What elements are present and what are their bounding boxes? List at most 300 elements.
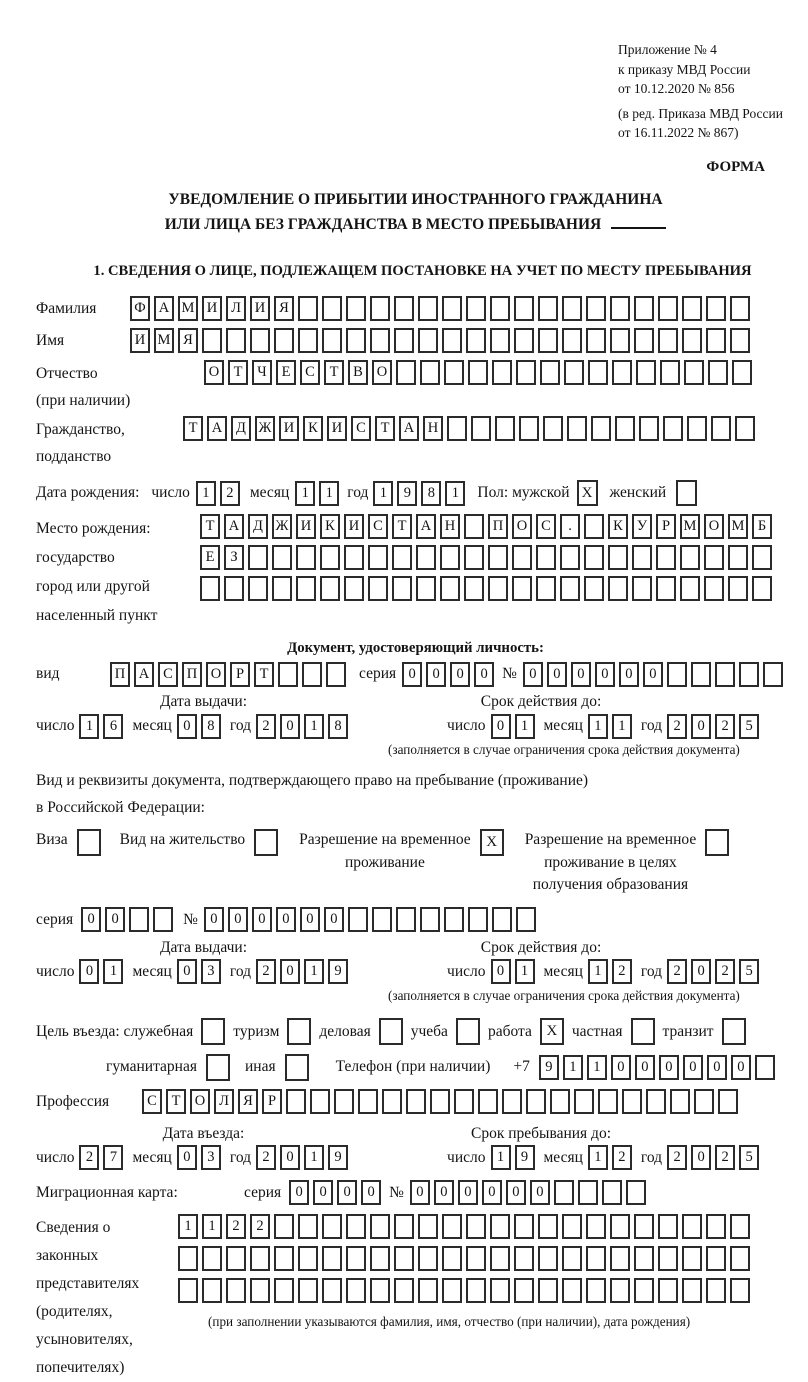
char-box[interactable]: 1: [202, 1214, 222, 1239]
char-box[interactable]: Т: [166, 1089, 186, 1114]
char-box[interactable]: [636, 360, 656, 385]
char-box[interactable]: 0: [337, 1180, 357, 1205]
char-box[interactable]: Т: [254, 662, 274, 687]
char-box[interactable]: 0: [105, 907, 125, 932]
char-box[interactable]: Я: [274, 296, 294, 321]
char-box[interactable]: 2: [256, 959, 276, 984]
char-box[interactable]: 3: [201, 959, 221, 984]
char-box[interactable]: [728, 576, 748, 601]
char-box[interactable]: [346, 328, 366, 353]
purpose-official-checkbox[interactable]: [201, 1018, 225, 1045]
char-box[interactable]: [466, 1278, 486, 1303]
char-box[interactable]: 0: [300, 907, 320, 932]
char-box[interactable]: Т: [228, 360, 248, 385]
char-box[interactable]: Л: [226, 296, 246, 321]
char-box[interactable]: 0: [635, 1055, 655, 1080]
char-box[interactable]: 1: [373, 481, 393, 506]
char-box[interactable]: Т: [324, 360, 344, 385]
char-box[interactable]: 9: [328, 1145, 348, 1170]
char-box[interactable]: [514, 1214, 534, 1239]
char-box[interactable]: [346, 1278, 366, 1303]
char-box[interactable]: 1: [304, 714, 324, 739]
char-box[interactable]: [346, 296, 366, 321]
char-box[interactable]: [372, 907, 392, 932]
sex-female-checkbox[interactable]: [676, 480, 697, 506]
char-box[interactable]: 1: [196, 481, 216, 506]
char-box[interactable]: А: [154, 296, 174, 321]
residence-permit-checkbox[interactable]: [254, 829, 278, 856]
char-box[interactable]: [344, 545, 364, 570]
char-box[interactable]: [416, 576, 436, 601]
char-box[interactable]: И: [202, 296, 222, 321]
char-box[interactable]: [602, 1180, 622, 1205]
char-box[interactable]: А: [399, 416, 419, 441]
char-box[interactable]: Т: [200, 514, 220, 539]
char-box[interactable]: [514, 328, 534, 353]
char-box[interactable]: [706, 1214, 726, 1239]
char-box[interactable]: 8: [201, 714, 221, 739]
char-box[interactable]: [656, 545, 676, 570]
char-box[interactable]: Р: [230, 662, 250, 687]
char-box[interactable]: [706, 328, 726, 353]
char-box[interactable]: [512, 545, 532, 570]
char-box[interactable]: [560, 576, 580, 601]
char-box[interactable]: [178, 1246, 198, 1271]
char-box[interactable]: 1: [612, 714, 632, 739]
char-box[interactable]: 1: [319, 481, 339, 506]
char-box[interactable]: Н: [440, 514, 460, 539]
char-box[interactable]: [420, 907, 440, 932]
char-box[interactable]: 0: [530, 1180, 550, 1205]
char-box[interactable]: [298, 296, 318, 321]
char-box[interactable]: [248, 545, 268, 570]
char-box[interactable]: [442, 1214, 462, 1239]
char-box[interactable]: [322, 1214, 342, 1239]
char-box[interactable]: [554, 1180, 574, 1205]
char-box[interactable]: 2: [715, 1145, 735, 1170]
char-box[interactable]: 9: [328, 959, 348, 984]
char-box[interactable]: [394, 328, 414, 353]
char-box[interactable]: 0: [280, 1145, 300, 1170]
char-box[interactable]: [514, 296, 534, 321]
char-box[interactable]: 0: [204, 907, 224, 932]
char-box[interactable]: О: [204, 360, 224, 385]
char-box[interactable]: 0: [81, 907, 101, 932]
char-box[interactable]: [660, 360, 680, 385]
char-box[interactable]: [586, 1214, 606, 1239]
char-box[interactable]: 0: [691, 959, 711, 984]
char-box[interactable]: [394, 1278, 414, 1303]
char-box[interactable]: [447, 416, 467, 441]
char-box[interactable]: [272, 576, 292, 601]
char-box[interactable]: [516, 360, 536, 385]
purpose-tourism-checkbox[interactable]: [287, 1018, 311, 1045]
char-box[interactable]: [615, 416, 635, 441]
char-box[interactable]: [684, 360, 704, 385]
char-box[interactable]: [296, 576, 316, 601]
visa-checkbox[interactable]: [77, 829, 101, 856]
char-box[interactable]: [646, 1089, 666, 1114]
char-box[interactable]: И: [279, 416, 299, 441]
char-box[interactable]: [346, 1246, 366, 1271]
char-box[interactable]: С: [158, 662, 178, 687]
char-box[interactable]: 0: [252, 907, 272, 932]
char-box[interactable]: [538, 1214, 558, 1239]
char-box[interactable]: Ч: [252, 360, 272, 385]
char-box[interactable]: [682, 1278, 702, 1303]
char-box[interactable]: [514, 1246, 534, 1271]
char-box[interactable]: [564, 360, 584, 385]
char-box[interactable]: 0: [280, 959, 300, 984]
char-box[interactable]: 1: [445, 481, 465, 506]
char-box[interactable]: [368, 576, 388, 601]
char-box[interactable]: 0: [731, 1055, 751, 1080]
char-box[interactable]: В: [348, 360, 368, 385]
char-box[interactable]: [466, 1246, 486, 1271]
char-box[interactable]: 0: [506, 1180, 526, 1205]
char-box[interactable]: [274, 1246, 294, 1271]
char-box[interactable]: [608, 576, 628, 601]
char-box[interactable]: [488, 545, 508, 570]
char-box[interactable]: 2: [667, 714, 687, 739]
sex-male-checkbox[interactable]: X: [577, 480, 598, 506]
char-box[interactable]: 8: [328, 714, 348, 739]
char-box[interactable]: [466, 1214, 486, 1239]
char-box[interactable]: 0: [228, 907, 248, 932]
char-box[interactable]: 1: [103, 959, 123, 984]
char-box[interactable]: [396, 360, 416, 385]
purpose-humanitarian-checkbox[interactable]: [206, 1054, 230, 1081]
char-box[interactable]: [466, 296, 486, 321]
char-box[interactable]: [226, 1246, 246, 1271]
char-box[interactable]: [334, 1089, 354, 1114]
char-box[interactable]: 0: [313, 1180, 333, 1205]
char-box[interactable]: [588, 360, 608, 385]
char-box[interactable]: 0: [410, 1180, 430, 1205]
char-box[interactable]: [298, 328, 318, 353]
char-box[interactable]: [370, 1278, 390, 1303]
char-box[interactable]: [730, 1246, 750, 1271]
char-box[interactable]: [344, 576, 364, 601]
char-box[interactable]: Т: [183, 416, 203, 441]
char-box[interactable]: И: [250, 296, 270, 321]
char-box[interactable]: Ж: [272, 514, 292, 539]
char-box[interactable]: [584, 576, 604, 601]
char-box[interactable]: [586, 1278, 606, 1303]
char-box[interactable]: [200, 576, 220, 601]
char-box[interactable]: [608, 545, 628, 570]
char-box[interactable]: 5: [739, 959, 759, 984]
char-box[interactable]: М: [728, 514, 748, 539]
char-box[interactable]: [680, 545, 700, 570]
char-box[interactable]: [248, 576, 268, 601]
char-box[interactable]: [272, 545, 292, 570]
char-box[interactable]: [540, 360, 560, 385]
char-box[interactable]: [578, 1180, 598, 1205]
char-box[interactable]: [632, 545, 652, 570]
char-box[interactable]: [626, 1180, 646, 1205]
char-box[interactable]: 2: [250, 1214, 270, 1239]
char-box[interactable]: Ф: [130, 296, 150, 321]
char-box[interactable]: 0: [177, 959, 197, 984]
char-box[interactable]: Р: [656, 514, 676, 539]
char-box[interactable]: 0: [177, 1145, 197, 1170]
char-box[interactable]: [394, 1214, 414, 1239]
char-box[interactable]: [320, 545, 340, 570]
char-box[interactable]: С: [368, 514, 388, 539]
char-box[interactable]: [586, 296, 606, 321]
char-box[interactable]: [634, 296, 654, 321]
char-box[interactable]: [584, 545, 604, 570]
char-box[interactable]: 1: [588, 714, 608, 739]
char-box[interactable]: [622, 1089, 642, 1114]
char-box[interactable]: [610, 1214, 630, 1239]
char-box[interactable]: 0: [402, 662, 422, 687]
char-box[interactable]: О: [512, 514, 532, 539]
char-box[interactable]: 1: [515, 714, 535, 739]
char-box[interactable]: М: [154, 328, 174, 353]
char-box[interactable]: [250, 328, 270, 353]
char-box[interactable]: [468, 907, 488, 932]
char-box[interactable]: [490, 1246, 510, 1271]
char-box[interactable]: [562, 328, 582, 353]
char-box[interactable]: [492, 907, 512, 932]
char-box[interactable]: [348, 907, 368, 932]
char-box[interactable]: [129, 907, 149, 932]
char-box[interactable]: [610, 1246, 630, 1271]
char-box[interactable]: [250, 1278, 270, 1303]
char-box[interactable]: [226, 1278, 246, 1303]
char-box[interactable]: А: [134, 662, 154, 687]
char-box[interactable]: [440, 545, 460, 570]
char-box[interactable]: О: [206, 662, 226, 687]
char-box[interactable]: [302, 662, 322, 687]
char-box[interactable]: А: [416, 514, 436, 539]
char-box[interactable]: [322, 1278, 342, 1303]
char-box[interactable]: [567, 416, 587, 441]
char-box[interactable]: [658, 328, 678, 353]
char-box[interactable]: 2: [715, 959, 735, 984]
char-box[interactable]: [454, 1089, 474, 1114]
char-box[interactable]: [752, 576, 772, 601]
char-box[interactable]: [298, 1214, 318, 1239]
char-box[interactable]: [562, 1214, 582, 1239]
char-box[interactable]: 1: [304, 1145, 324, 1170]
char-box[interactable]: [730, 1214, 750, 1239]
char-box[interactable]: Н: [423, 416, 443, 441]
char-box[interactable]: [634, 1246, 654, 1271]
char-box[interactable]: 2: [612, 1145, 632, 1170]
char-box[interactable]: [682, 296, 702, 321]
char-box[interactable]: 2: [226, 1214, 246, 1239]
char-box[interactable]: [442, 328, 462, 353]
char-box[interactable]: 9: [515, 1145, 535, 1170]
char-box[interactable]: Д: [231, 416, 251, 441]
char-box[interactable]: Е: [276, 360, 296, 385]
char-box[interactable]: И: [130, 328, 150, 353]
char-box[interactable]: [368, 545, 388, 570]
char-box[interactable]: 1: [587, 1055, 607, 1080]
char-box[interactable]: К: [303, 416, 323, 441]
char-box[interactable]: 0: [458, 1180, 478, 1205]
char-box[interactable]: [326, 662, 346, 687]
char-box[interactable]: [610, 1278, 630, 1303]
char-box[interactable]: [732, 360, 752, 385]
char-box[interactable]: [274, 1214, 294, 1239]
char-box[interactable]: [322, 296, 342, 321]
char-box[interactable]: [370, 328, 390, 353]
char-box[interactable]: [691, 662, 711, 687]
char-box[interactable]: [298, 1246, 318, 1271]
char-box[interactable]: [370, 1246, 390, 1271]
char-box[interactable]: [538, 1278, 558, 1303]
char-box[interactable]: [495, 416, 515, 441]
char-box[interactable]: [490, 1278, 510, 1303]
char-box[interactable]: [656, 576, 676, 601]
char-box[interactable]: [730, 1278, 750, 1303]
char-box[interactable]: [658, 1278, 678, 1303]
char-box[interactable]: [468, 360, 488, 385]
char-box[interactable]: П: [182, 662, 202, 687]
char-box[interactable]: [490, 1214, 510, 1239]
char-box[interactable]: [320, 576, 340, 601]
char-box[interactable]: [560, 545, 580, 570]
char-box[interactable]: 2: [256, 1145, 276, 1170]
char-box[interactable]: [394, 296, 414, 321]
char-box[interactable]: 0: [643, 662, 663, 687]
char-box[interactable]: 0: [691, 714, 711, 739]
char-box[interactable]: [634, 1214, 654, 1239]
char-box[interactable]: И: [344, 514, 364, 539]
char-box[interactable]: 0: [361, 1180, 381, 1205]
char-box[interactable]: З: [224, 545, 244, 570]
char-box[interactable]: [591, 416, 611, 441]
char-box[interactable]: [735, 416, 755, 441]
char-box[interactable]: [418, 1278, 438, 1303]
char-box[interactable]: [730, 328, 750, 353]
char-box[interactable]: [278, 662, 298, 687]
char-box[interactable]: [550, 1089, 570, 1114]
char-box[interactable]: [516, 907, 536, 932]
char-box[interactable]: 3: [201, 1145, 221, 1170]
char-box[interactable]: О: [704, 514, 724, 539]
char-box[interactable]: [586, 328, 606, 353]
char-box[interactable]: 2: [667, 959, 687, 984]
char-box[interactable]: 0: [571, 662, 591, 687]
char-box[interactable]: [226, 328, 246, 353]
char-box[interactable]: 2: [667, 1145, 687, 1170]
char-box[interactable]: [706, 1246, 726, 1271]
char-box[interactable]: [598, 1089, 618, 1114]
char-box[interactable]: 0: [434, 1180, 454, 1205]
char-box[interactable]: 1: [563, 1055, 583, 1080]
char-box[interactable]: [586, 1246, 606, 1271]
char-box[interactable]: [687, 416, 707, 441]
char-box[interactable]: 0: [289, 1180, 309, 1205]
char-box[interactable]: [358, 1089, 378, 1114]
char-box[interactable]: И: [327, 416, 347, 441]
char-box[interactable]: 0: [280, 714, 300, 739]
char-box[interactable]: 1: [588, 1145, 608, 1170]
char-box[interactable]: [694, 1089, 714, 1114]
char-box[interactable]: [562, 296, 582, 321]
purpose-transit-checkbox[interactable]: [722, 1018, 746, 1045]
char-box[interactable]: 5: [739, 1145, 759, 1170]
char-box[interactable]: А: [224, 514, 244, 539]
char-box[interactable]: [440, 576, 460, 601]
char-box[interactable]: [704, 545, 724, 570]
char-box[interactable]: [442, 1278, 462, 1303]
char-box[interactable]: [526, 1089, 546, 1114]
char-box[interactable]: 0: [450, 662, 470, 687]
char-box[interactable]: М: [680, 514, 700, 539]
char-box[interactable]: 0: [79, 959, 99, 984]
char-box[interactable]: 0: [523, 662, 543, 687]
purpose-study-checkbox[interactable]: [456, 1018, 480, 1045]
char-box[interactable]: Л: [214, 1089, 234, 1114]
char-box[interactable]: [416, 545, 436, 570]
char-box[interactable]: Б: [752, 514, 772, 539]
char-box[interactable]: О: [372, 360, 392, 385]
char-box[interactable]: 0: [611, 1055, 631, 1080]
char-box[interactable]: Р: [262, 1089, 282, 1114]
char-box[interactable]: [704, 576, 724, 601]
char-box[interactable]: 0: [683, 1055, 703, 1080]
char-box[interactable]: [418, 296, 438, 321]
char-box[interactable]: Ж: [255, 416, 275, 441]
char-box[interactable]: [444, 907, 464, 932]
char-box[interactable]: [202, 1278, 222, 1303]
char-box[interactable]: Я: [178, 328, 198, 353]
char-box[interactable]: Т: [375, 416, 395, 441]
char-box[interactable]: 0: [482, 1180, 502, 1205]
char-box[interactable]: [708, 360, 728, 385]
char-box[interactable]: [153, 907, 173, 932]
char-box[interactable]: 1: [304, 959, 324, 984]
char-box[interactable]: 2: [612, 959, 632, 984]
char-box[interactable]: [420, 360, 440, 385]
char-box[interactable]: 0: [659, 1055, 679, 1080]
char-box[interactable]: [538, 296, 558, 321]
char-box[interactable]: 0: [177, 714, 197, 739]
char-box[interactable]: С: [300, 360, 320, 385]
char-box[interactable]: 2: [220, 481, 240, 506]
char-box[interactable]: [502, 1089, 522, 1114]
char-box[interactable]: [464, 545, 484, 570]
char-box[interactable]: [490, 328, 510, 353]
char-box[interactable]: К: [320, 514, 340, 539]
char-box[interactable]: [706, 1278, 726, 1303]
char-box[interactable]: [298, 1278, 318, 1303]
char-box[interactable]: С: [536, 514, 556, 539]
char-box[interactable]: [492, 360, 512, 385]
char-box[interactable]: [711, 416, 731, 441]
char-box[interactable]: 1: [588, 959, 608, 984]
char-box[interactable]: Д: [248, 514, 268, 539]
char-box[interactable]: 0: [474, 662, 494, 687]
edu-permit-checkbox[interactable]: [705, 829, 729, 856]
purpose-private-checkbox[interactable]: [631, 1018, 655, 1045]
char-box[interactable]: [274, 328, 294, 353]
char-box[interactable]: [406, 1089, 426, 1114]
char-box[interactable]: О: [190, 1089, 210, 1114]
char-box[interactable]: С: [142, 1089, 162, 1114]
char-box[interactable]: [682, 1246, 702, 1271]
char-box[interactable]: [634, 1278, 654, 1303]
char-box[interactable]: [514, 1278, 534, 1303]
purpose-business-checkbox[interactable]: [379, 1018, 403, 1045]
char-box[interactable]: К: [608, 514, 628, 539]
